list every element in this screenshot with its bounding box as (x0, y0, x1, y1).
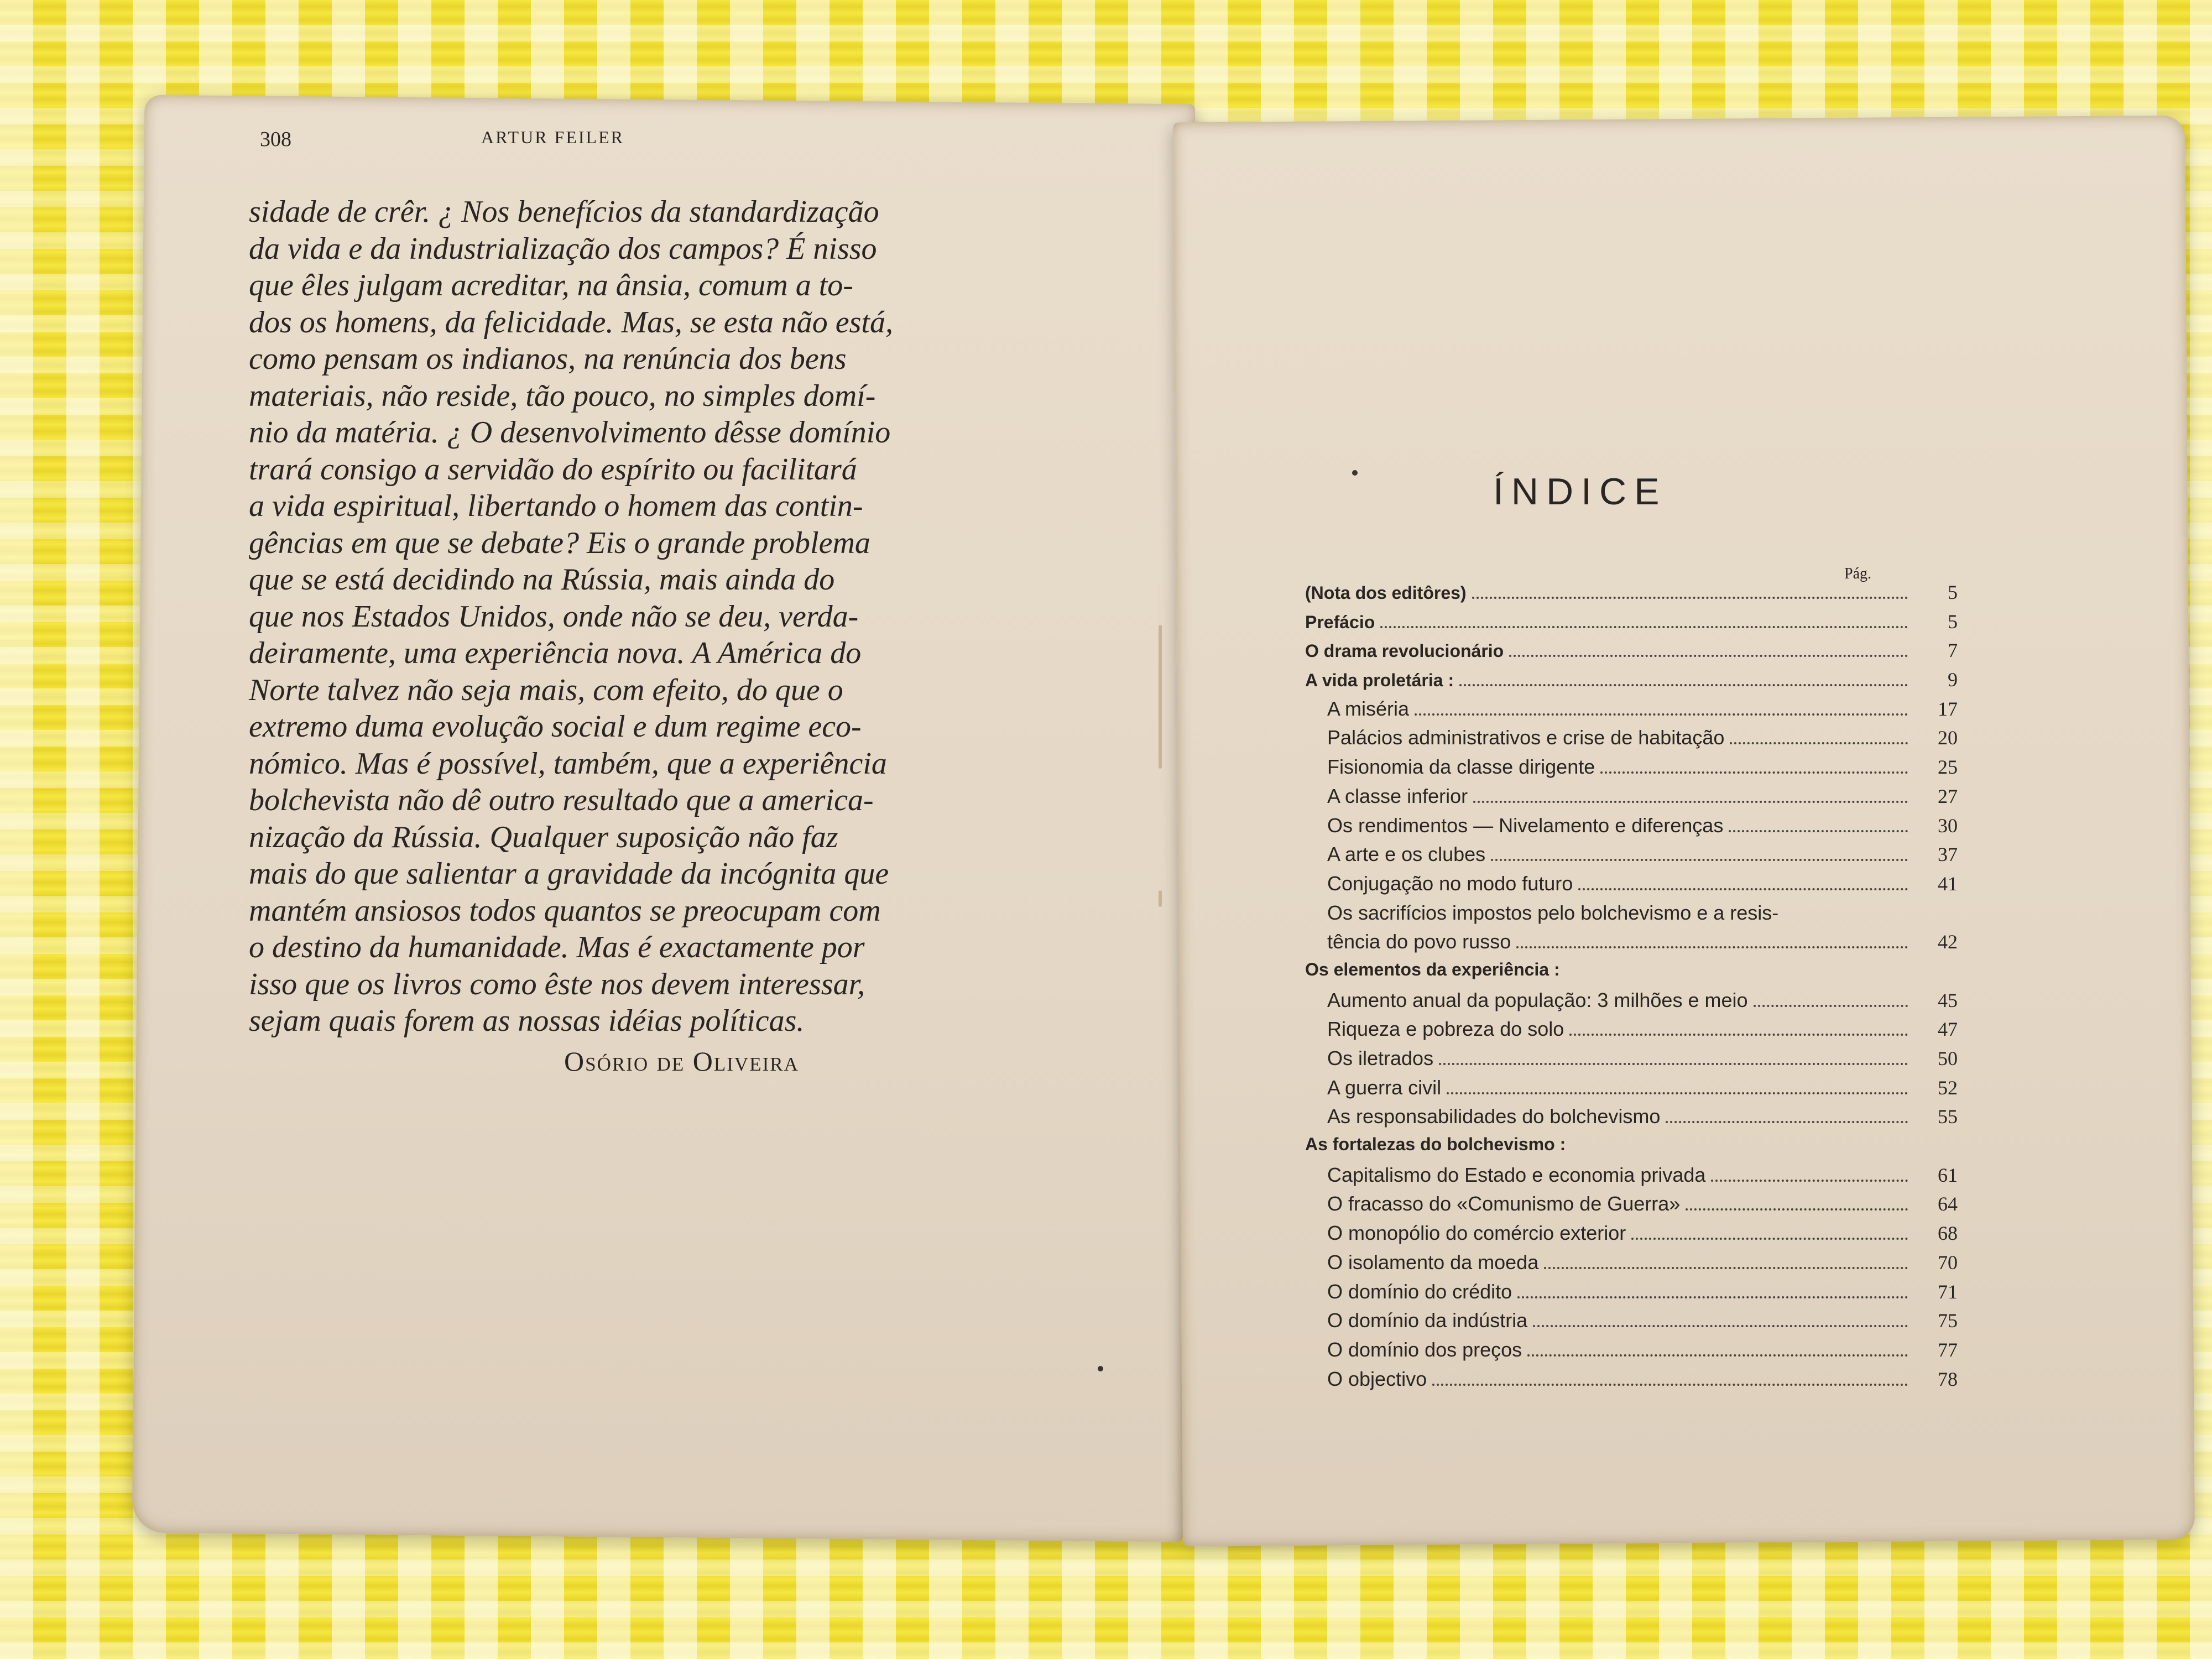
toc-leader-dots (1473, 800, 1908, 803)
toc-entry (1305, 726, 1958, 755)
toc-entry-label: (Nota dos editôres) (1305, 583, 1467, 603)
toc-leader-dots (1569, 1033, 1908, 1036)
toc-entry (1305, 930, 1958, 959)
toc-entry (1305, 901, 1958, 931)
toc-entry-label: Os elementos da experiência : (1305, 959, 1560, 979)
toc-entry (1305, 785, 1958, 814)
toc-leader-dots (1666, 1120, 1908, 1123)
toc-entry-page: 47 (1938, 1018, 1958, 1041)
running-title: ARTUR FEILER (481, 127, 624, 147)
text-line: o destino da humanidade. Mas é exactamente por (249, 930, 865, 964)
text-line: dos os homens, da felicidade. Mas, se esta não está, (249, 305, 893, 340)
toc-leader-dots (1380, 625, 1908, 628)
toc-entry-page: 37 (1938, 843, 1958, 866)
toc-entry (1305, 1338, 1958, 1368)
toc-entry-label: O domínio da indústria (1327, 1309, 1528, 1332)
toc-leader-dots (1600, 771, 1908, 774)
toc-entry-label: O isolamento da moeda (1327, 1250, 1539, 1274)
text-line: bolchevista não dê outro resultado que a america- (249, 783, 874, 817)
toc-entry-label: A classe inferior (1327, 784, 1468, 807)
text-line: que se está decidindo na Rússia, mais ainda do (249, 562, 835, 597)
toc-entry-label: Os rendimentos — Nivelamento e diferenças (1327, 813, 1724, 837)
toc-entry-page: 75 (1938, 1310, 1958, 1332)
toc-entry-page: 41 (1938, 872, 1958, 895)
toc-entry-page: 64 (1938, 1193, 1958, 1215)
toc-entry-label: A guerra civil (1327, 1076, 1442, 1099)
toc-entry-page: 77 (1938, 1338, 1958, 1361)
table-of-contents (1305, 581, 1958, 1396)
toc-entry-page: 50 (1938, 1047, 1958, 1070)
toc-entry (1305, 639, 1958, 668)
toc-entry-label: Palácios administrativos e crise de habitação (1327, 726, 1725, 749)
toc-leader-dots (1686, 1208, 1908, 1211)
text-line: nómico. Mas é possível, também, que a experiência (249, 746, 887, 781)
ink-spot (1098, 1366, 1103, 1371)
toc-entry (1305, 1368, 1958, 1397)
toc-entry-page: 5 (1948, 581, 1958, 603)
toc-entry-label: Fisionomia da classe dirigente (1327, 755, 1595, 779)
toc-entry-label: As responsabilidades do bolchevismo (1327, 1105, 1661, 1128)
text-line: gências em que se debate? Eis o grande problema (249, 525, 870, 560)
toc-entry (1305, 1105, 1958, 1134)
toc-entry-label: tência do povo russo (1327, 930, 1511, 953)
toc-entry-page: 42 (1938, 931, 1958, 953)
toc-entry-page: 61 (1938, 1164, 1958, 1186)
binding-thread (1159, 890, 1162, 907)
toc-leader-dots (1578, 888, 1908, 890)
text-line: mais do que salientar a gravidade da incógnita que (249, 857, 889, 891)
text-line: materiais, não reside, tão pouco, no simples domí- (249, 378, 876, 413)
toc-leader-dots (1415, 713, 1908, 716)
toc-entry-page: 20 (1938, 727, 1958, 749)
toc-leader-dots (1527, 1354, 1908, 1357)
toc-entry (1305, 1047, 1958, 1076)
toc-entry-label: A arte e os clubes (1327, 843, 1486, 866)
toc-entry (1305, 1076, 1958, 1105)
text-line: sidade de crêr. ¿ Nos benefícios da standardização (249, 195, 879, 229)
toc-entry-page: 9 (1948, 669, 1958, 691)
toc-entry-label: O monopólio do comércio exterior (1327, 1222, 1626, 1245)
toc-entry-page: 70 (1938, 1251, 1958, 1274)
toc-entry-page: 17 (1938, 697, 1958, 720)
toc-entry (1305, 989, 1958, 1018)
toc-leader-dots (1491, 858, 1908, 861)
text-line: nização da Rússia. Qualquer suposição não faz (249, 820, 838, 854)
toc-entry-page: 68 (1938, 1222, 1958, 1245)
toc-entry (1305, 697, 1958, 727)
toc-entry (1305, 1134, 1958, 1164)
toc-entry-page: 30 (1938, 814, 1958, 837)
toc-entry-label: Os sacrifícios impostos pelo bolchevismo e a resis- (1327, 901, 1779, 924)
toc-leader-dots (1517, 1296, 1908, 1298)
toc-entry-page: 27 (1938, 785, 1958, 807)
toc-entry-label: O drama revolucionário (1305, 641, 1504, 661)
toc-entry (1305, 755, 1958, 785)
text-line: trará consigo a servidão do espírito ou facilitará (249, 452, 857, 487)
toc-entry-label: Os iletrados (1327, 1047, 1434, 1070)
text-line: deiramente, uma experiência nova. A América do (249, 636, 862, 670)
toc-entry-label: Riqueza e pobreza do solo (1327, 1018, 1564, 1041)
toc-entry-page: 5 (1948, 610, 1958, 633)
text-line: a vida espiritual, libertando o homem das contin- (249, 489, 863, 523)
toc-entry (1305, 610, 1958, 639)
text-line: que nos Estados Unidos, onde não se deu, verda- (249, 599, 859, 634)
toc-leader-dots (1447, 1092, 1908, 1094)
toc-entry (1305, 1018, 1958, 1047)
toc-leader-dots (1509, 654, 1908, 657)
toc-entry-label: O domínio dos preços (1327, 1338, 1522, 1361)
toc-entry (1305, 1164, 1958, 1193)
toc-entry (1305, 1222, 1958, 1251)
toc-leader-dots (1439, 1062, 1908, 1065)
toc-entry-label: O fracasso do «Comunismo de Guerra» (1327, 1192, 1681, 1215)
toc-leader-dots (1730, 742, 1908, 744)
text-line: sejam quais forem as nossas idéias políticas. (249, 1004, 805, 1038)
page-number: 308 (260, 128, 291, 151)
text-line: mantém ansiosos todos quantos se preocupam com (249, 893, 881, 928)
toc-entry (1305, 959, 1958, 989)
toc-leader-dots (1533, 1324, 1908, 1327)
page-column-label: Pág. (1844, 565, 1871, 582)
text-line: como pensam os indianos, na renúncia dos bens (249, 342, 847, 376)
toc-entry (1305, 1251, 1958, 1280)
toc-leader-dots (1754, 1004, 1908, 1007)
toc-entry-page: 78 (1938, 1368, 1958, 1390)
toc-entry-label: O objectivo (1327, 1367, 1427, 1390)
toc-leader-dots (1631, 1237, 1908, 1240)
toc-entry (1305, 1309, 1958, 1338)
toc-entry-label: Conjugação no modo futuro (1327, 872, 1573, 895)
toc-entry (1305, 1192, 1958, 1222)
toc-entry-page: 45 (1938, 989, 1958, 1011)
toc-leader-dots (1516, 946, 1908, 948)
toc-entry (1305, 668, 1958, 697)
toc-entry-label: A miséria (1327, 697, 1410, 720)
binding-thread (1159, 625, 1162, 769)
toc-entry (1305, 843, 1958, 872)
signature: Osório de Oliveira (564, 1046, 799, 1077)
text-line: Norte talvez não seja mais, com efeito, do que o (249, 672, 843, 707)
text-line: nio da matéria. ¿ O desenvolvimento dêsse domínio (249, 415, 891, 450)
toc-entry-label: Capitalismo do Estado e economia privada (1327, 1163, 1706, 1186)
toc-entry (1305, 1280, 1958, 1310)
text-line: extremo duma evolução social e dum regime eco- (249, 709, 862, 744)
toc-entry (1305, 872, 1958, 901)
toc-entry (1305, 814, 1958, 843)
text-line: isso que os livros como êste nos devem interessar, (249, 967, 865, 1001)
toc-leader-dots (1729, 830, 1908, 832)
toc-entry-page: 71 (1938, 1280, 1958, 1303)
text-line: que êles julgam acreditar, na ânsia, comum a to- (249, 268, 853, 302)
toc-entry-page: 25 (1938, 756, 1958, 779)
toc-entry-page: 52 (1938, 1076, 1958, 1099)
text-line: da vida e da industrialização dos campos? É nisso (249, 231, 877, 266)
ink-spot (1352, 470, 1358, 476)
toc-leader-dots (1711, 1179, 1908, 1182)
toc-entry-label: O domínio do crédito (1327, 1280, 1512, 1303)
toc-leader-dots (1472, 596, 1908, 599)
index-title: ÍNDICE (1493, 471, 1667, 513)
toc-leader-dots (1459, 684, 1908, 686)
toc-leader-dots (1432, 1383, 1908, 1386)
toc-entry-label: A vida proletária : (1305, 670, 1454, 691)
toc-entry-page: 7 (1948, 639, 1958, 662)
toc-entry-page: 55 (1938, 1105, 1958, 1128)
toc-entry-label: Aumento anual da população: 3 milhões e meio (1327, 988, 1748, 1011)
toc-entry (1305, 581, 1958, 610)
toc-entry-label: Prefácio (1305, 612, 1375, 632)
body-text (249, 194, 1067, 1040)
toc-entry-label: As fortalezas do bolchevismo : (1305, 1134, 1566, 1155)
toc-leader-dots (1544, 1266, 1908, 1269)
